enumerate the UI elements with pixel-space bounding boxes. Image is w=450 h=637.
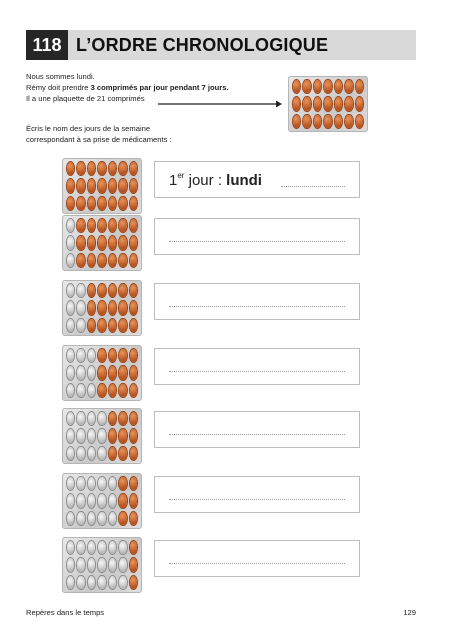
pill-icon: [119, 219, 126, 232]
empty-pill-icon: [88, 512, 95, 525]
empty-pill-icon: [77, 366, 84, 379]
empty-pill-icon: [98, 477, 105, 490]
pill-icon: [303, 97, 310, 110]
empty-pill-icon: [88, 494, 95, 507]
answer-box-day-3[interactable]: [154, 283, 360, 320]
empty-pill-icon: [77, 576, 84, 589]
pill-icon: [293, 115, 300, 128]
empty-pill-icon: [77, 319, 84, 332]
dotted-line: [169, 499, 345, 500]
pill-icon: [130, 541, 137, 554]
pill-icon: [293, 80, 300, 93]
pill-icon: [356, 115, 363, 128]
blister-pack-day-4: [62, 345, 142, 401]
empty-pill-icon: [88, 477, 95, 490]
pill-icon: [130, 197, 137, 210]
pill-icon: [109, 219, 116, 232]
empty-pill-icon: [88, 349, 95, 362]
empty-pill-icon: [67, 349, 74, 362]
empty-pill-icon: [67, 301, 74, 314]
pill-icon: [98, 366, 105, 379]
pill-icon: [324, 115, 331, 128]
pill-icon: [130, 284, 137, 297]
pill-icon: [119, 429, 126, 442]
pill-icon: [98, 197, 105, 210]
pill-icon: [109, 301, 116, 314]
pill-icon: [119, 162, 126, 175]
empty-pill-icon: [109, 512, 116, 525]
pill-icon: [130, 512, 137, 525]
pill-icon: [119, 512, 126, 525]
pill-icon: [119, 366, 126, 379]
pill-icon: [67, 197, 74, 210]
dotted-line: [169, 241, 345, 242]
pill-icon: [98, 179, 105, 192]
instruction-line-2: correspondant à sa prise de médicaments :: [26, 135, 172, 144]
pill-icon: [88, 219, 95, 232]
pill-icon: [130, 576, 137, 589]
empty-pill-icon: [67, 254, 74, 267]
pill-icon: [130, 447, 137, 460]
pill-icon: [109, 179, 116, 192]
pill-icon: [109, 429, 116, 442]
pill-icon: [77, 219, 84, 232]
pill-icon: [67, 162, 74, 175]
empty-pill-icon: [98, 412, 105, 425]
pill-icon: [119, 349, 126, 362]
pill-icon: [356, 97, 363, 110]
first-day-answer: lundi: [226, 172, 262, 189]
empty-pill-icon: [77, 558, 84, 571]
pill-icon: [67, 179, 74, 192]
pill-icon: [119, 179, 126, 192]
pill-icon: [98, 384, 105, 397]
pill-icon: [356, 80, 363, 93]
empty-pill-icon: [67, 494, 74, 507]
pill-icon: [324, 80, 331, 93]
pill-icon: [314, 80, 321, 93]
pill-icon: [119, 477, 126, 490]
answer-box-day-5[interactable]: [154, 411, 360, 448]
pill-icon: [324, 97, 331, 110]
exercise-number: 118: [26, 30, 68, 60]
pill-icon: [130, 412, 137, 425]
answer-box-day-2[interactable]: [154, 218, 360, 255]
empty-pill-icon: [67, 219, 74, 232]
pill-icon: [109, 447, 116, 460]
pill-icon: [109, 254, 116, 267]
pill-icon: [77, 162, 84, 175]
exercise-title: L’ORDRE CHRONOLOGIQUE: [76, 34, 329, 55]
pill-icon: [98, 162, 105, 175]
empty-pill-icon: [88, 541, 95, 554]
pill-icon: [335, 97, 342, 110]
pill-icon: [109, 162, 116, 175]
pill-icon: [119, 284, 126, 297]
empty-pill-icon: [88, 429, 95, 442]
empty-pill-icon: [67, 236, 74, 249]
empty-pill-icon: [119, 558, 126, 571]
blister-pack-day-6: [62, 473, 142, 529]
empty-pill-icon: [109, 541, 116, 554]
pill-icon: [119, 254, 126, 267]
pill-icon: [119, 384, 126, 397]
answer-box-day-1: [154, 161, 360, 198]
blister-pack-day-7: [62, 537, 142, 593]
empty-pill-icon: [98, 576, 105, 589]
pill-icon: [130, 477, 137, 490]
first-day-label: 1er jour : lundi: [169, 171, 262, 189]
pill-icon: [130, 301, 137, 314]
pill-icon: [77, 254, 84, 267]
pill-icon: [109, 236, 116, 249]
empty-pill-icon: [67, 429, 74, 442]
pill-icon: [88, 236, 95, 249]
empty-pill-icon: [77, 301, 84, 314]
pill-icon: [130, 162, 137, 175]
dotted-line: [281, 186, 345, 187]
pill-icon: [98, 301, 105, 314]
pill-icon: [109, 197, 116, 210]
pill-icon: [88, 254, 95, 267]
empty-pill-icon: [109, 576, 116, 589]
pill-icon: [88, 301, 95, 314]
dotted-line: [169, 371, 345, 372]
pill-icon: [98, 349, 105, 362]
pill-icon: [98, 319, 105, 332]
dosage-bold: 3 comprimés par jour pendant 7 jours.: [90, 83, 229, 92]
empty-pill-icon: [67, 558, 74, 571]
empty-pill-icon: [88, 412, 95, 425]
empty-pill-icon: [119, 541, 126, 554]
pill-icon: [88, 197, 95, 210]
empty-pill-icon: [67, 412, 74, 425]
answer-box-day-6[interactable]: [154, 476, 360, 513]
dotted-line: [169, 563, 345, 564]
dotted-line: [169, 434, 345, 435]
pill-icon: [119, 319, 126, 332]
pill-icon: [109, 284, 116, 297]
arrow-right-icon: [158, 100, 282, 108]
intro-line-3: Il a une plaquette de 21 comprimés: [26, 94, 145, 103]
pill-icon: [130, 219, 137, 232]
empty-pill-icon: [88, 384, 95, 397]
empty-pill-icon: [98, 447, 105, 460]
pill-icon: [303, 80, 310, 93]
pill-icon: [119, 447, 126, 460]
empty-pill-icon: [77, 494, 84, 507]
pill-icon: [335, 115, 342, 128]
pill-icon: [314, 97, 321, 110]
pill-icon: [88, 284, 95, 297]
pill-icon: [98, 284, 105, 297]
empty-pill-icon: [77, 412, 84, 425]
pill-icon: [109, 366, 116, 379]
empty-pill-icon: [77, 284, 84, 297]
empty-pill-icon: [67, 512, 74, 525]
pill-icon: [109, 384, 116, 397]
empty-pill-icon: [98, 494, 105, 507]
pill-icon: [130, 349, 137, 362]
blister-pack-day-1: [62, 158, 142, 214]
empty-pill-icon: [77, 447, 84, 460]
pill-icon: [130, 254, 137, 267]
blister-pack-day-3: [62, 280, 142, 336]
pill-icon: [130, 429, 137, 442]
pill-icon: [130, 179, 137, 192]
pill-icon: [119, 301, 126, 314]
pill-icon: [88, 179, 95, 192]
intro-line-1: Nous sommes lundi.: [26, 72, 95, 81]
empty-pill-icon: [98, 558, 105, 571]
pill-icon: [77, 179, 84, 192]
pill-icon: [130, 366, 137, 379]
instruction-line-1: Écris le nom des jours de la semaine: [26, 124, 151, 133]
empty-pill-icon: [109, 558, 116, 571]
pill-icon: [119, 494, 126, 507]
empty-pill-icon: [77, 512, 84, 525]
exercise-header: [26, 30, 416, 60]
pill-icon: [130, 319, 137, 332]
empty-pill-icon: [67, 366, 74, 379]
empty-pill-icon: [67, 477, 74, 490]
pill-icon: [119, 236, 126, 249]
pill-icon: [109, 349, 116, 362]
pill-icon: [88, 319, 95, 332]
empty-pill-icon: [67, 284, 74, 297]
full-blister-pack: [288, 76, 368, 132]
empty-pill-icon: [98, 512, 105, 525]
pill-icon: [77, 197, 84, 210]
pill-icon: [109, 412, 116, 425]
pill-icon: [98, 236, 105, 249]
empty-pill-icon: [88, 366, 95, 379]
answer-box-day-7[interactable]: [154, 540, 360, 577]
pill-icon: [77, 236, 84, 249]
pill-icon: [345, 97, 352, 110]
empty-pill-icon: [67, 384, 74, 397]
empty-pill-icon: [77, 541, 84, 554]
empty-pill-icon: [77, 384, 84, 397]
empty-pill-icon: [77, 349, 84, 362]
pill-icon: [303, 115, 310, 128]
pill-icon: [345, 115, 352, 128]
empty-pill-icon: [98, 429, 105, 442]
pill-icon: [130, 384, 137, 397]
dotted-line: [169, 306, 345, 307]
empty-pill-icon: [67, 447, 74, 460]
empty-pill-icon: [67, 319, 74, 332]
blister-pack-day-5: [62, 408, 142, 464]
pill-icon: [98, 219, 105, 232]
empty-pill-icon: [119, 576, 126, 589]
empty-pill-icon: [67, 541, 74, 554]
empty-pill-icon: [77, 429, 84, 442]
pill-icon: [345, 80, 352, 93]
blister-pack-day-2: [62, 215, 142, 271]
empty-pill-icon: [109, 494, 116, 507]
answer-box-day-4[interactable]: [154, 348, 360, 385]
empty-pill-icon: [88, 576, 95, 589]
pill-icon: [109, 319, 116, 332]
empty-pill-icon: [98, 541, 105, 554]
pill-icon: [119, 412, 126, 425]
pill-icon: [314, 115, 321, 128]
pill-icon: [130, 558, 137, 571]
empty-pill-icon: [88, 558, 95, 571]
empty-pill-icon: [88, 447, 95, 460]
pill-icon: [335, 80, 342, 93]
pill-icon: [130, 236, 137, 249]
pill-icon: [98, 254, 105, 267]
footer-section: Repères dans le temps: [26, 608, 105, 617]
empty-pill-icon: [67, 576, 74, 589]
page-number: 129: [403, 608, 416, 617]
pill-icon: [119, 197, 126, 210]
pill-icon: [88, 162, 95, 175]
instruction-text: [26, 123, 246, 145]
pill-icon: [293, 97, 300, 110]
intro-line-2: Rémy doit prendre 3 comprimés par jour pendant 7 jours.: [26, 83, 229, 92]
empty-pill-icon: [109, 477, 116, 490]
empty-pill-icon: [77, 477, 84, 490]
pill-icon: [130, 494, 137, 507]
